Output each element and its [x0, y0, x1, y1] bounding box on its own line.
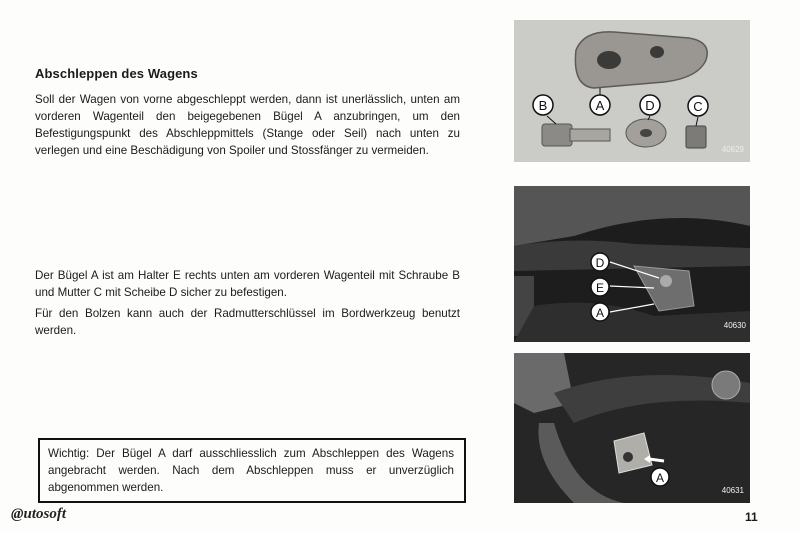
figure-installed-bracket — [514, 353, 750, 503]
svg-text:E: E — [595, 281, 605, 295]
paragraph-tool: Für den Bolzen kann auch der Radmutterschlüssel im Bordwerkzeug benutzt werden. — [35, 307, 460, 337]
nut-c-shape — [686, 126, 706, 148]
svg-text:D: D — [645, 98, 655, 113]
bolt-b-head — [542, 124, 572, 146]
installed-photo — [514, 353, 750, 503]
svg-text:C: C — [693, 99, 703, 114]
bracket-hole — [650, 46, 664, 58]
bracket-hole — [597, 51, 621, 69]
callout-a — [591, 303, 609, 321]
svg-text:B: B — [538, 98, 548, 113]
washer-hole — [640, 129, 652, 137]
section-title: Abschleppen des Wagens — [35, 66, 198, 81]
callout-d — [640, 95, 660, 115]
figure-number: 40631 — [721, 486, 744, 495]
svg-text:D: D — [595, 256, 605, 270]
callout-a — [590, 95, 610, 115]
callout-c — [688, 96, 708, 116]
svg-text:A: A — [595, 306, 605, 320]
mounting-photo — [514, 186, 750, 342]
svg-text:A: A — [655, 471, 665, 485]
callout-a — [651, 468, 669, 486]
figure-mounting-location — [514, 186, 750, 342]
callout-e — [591, 278, 609, 296]
figure-number: 40629 — [721, 145, 744, 154]
callout-d — [591, 253, 609, 271]
warning-note-box: Wichtig: Der Bügel A darf ausschliesslich zum Abschleppen des Wagens angebracht werden. Nach dem Abschleppen muss er unverzüglich abgenommen werden. — [38, 438, 466, 503]
paragraph-mounting: Der Bügel A ist am Halter E rechts unten am vorderen Wagenteil mit Schraube B und Mutter C mit Scheibe D sicher zu befestigen. — [35, 269, 460, 299]
autosoft-logo: @utosoft — [11, 506, 66, 522]
paragraph-intro: Soll der Wagen von vorne abgeschleppt werden, dann ist unerlässlich, unten am vorderen Wagenteil den beigegebenen Bügel A anzubringen, um den Befestigungspunkt des Abschleppmittels (Stange oder Seil) nach unten zu verlegen und eine Beschädigung von Spoiler und Stossfänger zu vermeiden. — [35, 93, 460, 157]
page-number: 11 — [745, 510, 758, 524]
svg-text:A: A — [595, 98, 605, 113]
callout-b — [533, 95, 553, 115]
strut-mount — [712, 371, 740, 399]
bolt-b-shaft — [570, 129, 610, 141]
nut-mounted — [660, 275, 672, 287]
parts-illustration — [514, 20, 750, 162]
figure-number: 40630 — [723, 321, 746, 330]
figure-parts — [514, 20, 750, 162]
